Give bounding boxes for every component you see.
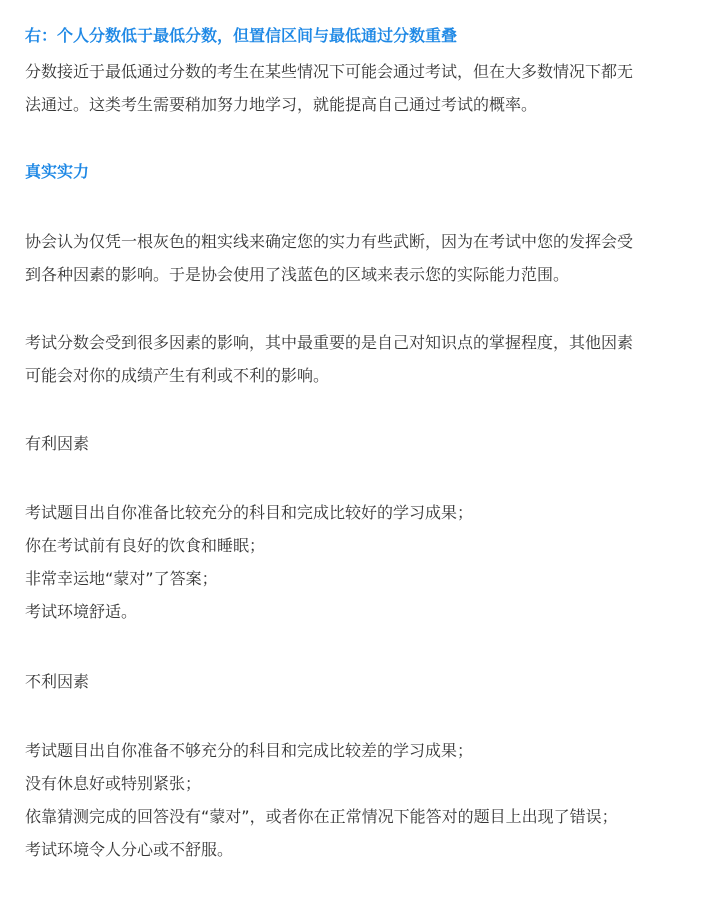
paragraph-line: 协会认为仅凭一根灰色的粗实线来确定您的实力有些武断，因为在考试中您的发挥会受 xyxy=(25,232,634,251)
favorable-item: 考试环境舒适。 xyxy=(25,602,138,621)
favorable-item: 你在考试前有良好的饮食和睡眠； xyxy=(25,536,266,555)
paragraph-line: 到各种因素的影响。于是协会使用了浅蓝色的区域来表示您的实际能力范围。 xyxy=(25,265,570,284)
paragraph-line: 可能会对你的成绩产生有利或不利的影响。 xyxy=(25,366,330,385)
favorable-factors-title: 有利因素 xyxy=(25,434,90,453)
section-heading-right: 右：个人分数低于最低分数，但置信区间与最低通过分数重叠 xyxy=(25,26,458,45)
favorable-item: 考试题目出自你准备比较充分的科目和完成比较好的学习成果； xyxy=(25,503,474,522)
unfavorable-item: 考试环境令人分心或不舒服。 xyxy=(25,840,234,859)
unfavorable-item: 依靠猜测完成的回答没有“蒙对”，或者你在正常情况下能答对的题目上出现了错误； xyxy=(25,807,618,826)
paragraph-line: 法通过。这类考生需要稍加努力地学习，就能提高自己通过考试的概率。 xyxy=(25,95,538,114)
paragraph-line: 分数接近于最低通过分数的考生在某些情况下可能会通过考试，但在大多数情况下都无 xyxy=(25,62,634,81)
favorable-item: 非常幸运地“蒙对”了答案； xyxy=(25,569,218,588)
paragraph-line: 考试分数会受到很多因素的影响，其中最重要的是自己对知识点的掌握程度，其他因素 xyxy=(25,333,634,352)
unfavorable-item: 考试题目出自你准备不够充分的科目和完成比较差的学习成果； xyxy=(25,741,474,760)
unfavorable-item: 没有休息好或特别紧张； xyxy=(25,774,202,793)
section-heading-true-ability: 真实实力 xyxy=(25,162,90,181)
unfavorable-factors-title: 不利因素 xyxy=(25,672,90,691)
